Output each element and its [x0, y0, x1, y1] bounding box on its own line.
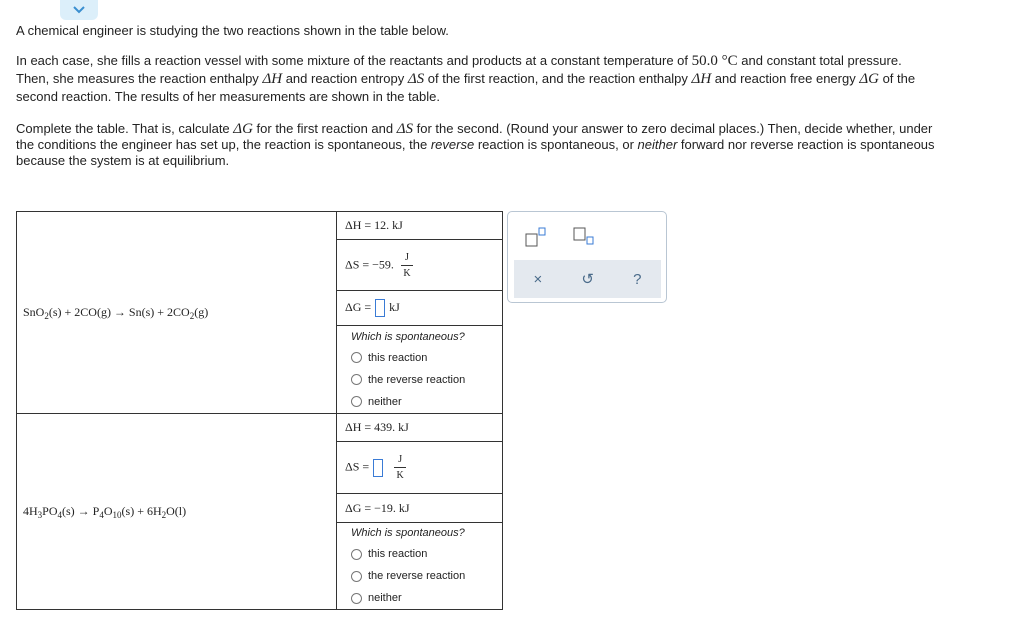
superscript-icon[interactable] [524, 226, 548, 251]
reaction1-dH: ΔH = 12. kJ [337, 212, 503, 240]
radio-icon[interactable] [351, 571, 362, 582]
radio-icon[interactable] [351, 374, 362, 385]
reaction2-equation: $4H_3PO_4(s) \to P_4O_{10}(s) + 6H_2O(l)$ [17, 414, 337, 610]
clear-button[interactable]: × [533, 270, 543, 288]
help-button[interactable]: ? [633, 270, 642, 288]
r2-option-reverse[interactable]: the reverse reaction [337, 565, 502, 587]
dS-answer-input[interactable] [373, 459, 383, 477]
r1-option-reverse[interactable]: the reverse reaction [337, 369, 502, 391]
reaction1-spontaneity [337, 326, 503, 414]
reaction1-dS: ΔS = −59. $\frac{J}{K}$ [337, 240, 503, 291]
radio-icon[interactable] [351, 549, 362, 560]
unit-J-per-K: $\frac{J}{K}$ [401, 252, 413, 279]
dG-answer-input[interactable] [375, 299, 385, 317]
reaction1-equation: $SnO_2(s) + 2CO(g) \to Sn(s) + 2CO_2(g)$ [17, 212, 337, 414]
radio-icon[interactable] [351, 352, 362, 363]
intro-text: A chemical engineer is studying the two reactions shown in the table below. [16, 23, 449, 38]
reaction-table [16, 211, 503, 610]
reaction2-dS-cell: ΔS = $\frac{J}{K}$ [337, 442, 503, 494]
collapse-tab[interactable] [60, 0, 98, 20]
spontaneity-question: Which is spontaneous? [351, 527, 465, 539]
unit-J-per-K: $\frac{J}{K}$ [394, 454, 406, 481]
r2-option-this[interactable]: this reaction [337, 543, 502, 565]
reaction2-dG: ΔG = −19. kJ [337, 494, 503, 523]
task-paragraph: Complete the table. That is, calculate ΔG for the first reaction and ΔS for the second. (Round your answer to zero decimal places.) Then, decide whether, under the conditions the engineer has set up, the reaction is spontaneous, the reverse reaction is spontaneous, or neither forward nor reverse reaction is spontaneous because the system is at equilibrium. [16, 121, 935, 168]
undo-button[interactable]: ↺ [581, 271, 594, 288]
chevron-down-icon [72, 5, 86, 15]
math-toolbox [507, 211, 667, 303]
reaction1-dG-cell: ΔG = kJ [337, 291, 503, 326]
reaction2-dH: ΔH = 439. kJ [337, 414, 503, 442]
radio-icon[interactable] [351, 396, 362, 407]
instructions-paragraph: In each case, she fills a reaction vessel with some mixture of the reactants and products at a constant temperature of 50.0 °C and constant total pressure. Then, she measures the reaction enthalpy ΔH and reaction entropy ΔS of the first reaction, and the reaction enthalpy ΔH and reaction free energy ΔG of the second reaction. The results of her measurements are shown in the table. [16, 53, 916, 104]
radio-icon[interactable] [351, 593, 362, 604]
r2-option-neither[interactable]: neither [337, 587, 502, 609]
r1-option-this[interactable]: this reaction [337, 347, 502, 369]
subscript-icon[interactable] [572, 226, 596, 251]
reaction2-spontaneity [337, 523, 503, 610]
r1-option-neither[interactable]: neither [337, 391, 502, 413]
spontaneity-question: Which is spontaneous? [351, 330, 465, 343]
